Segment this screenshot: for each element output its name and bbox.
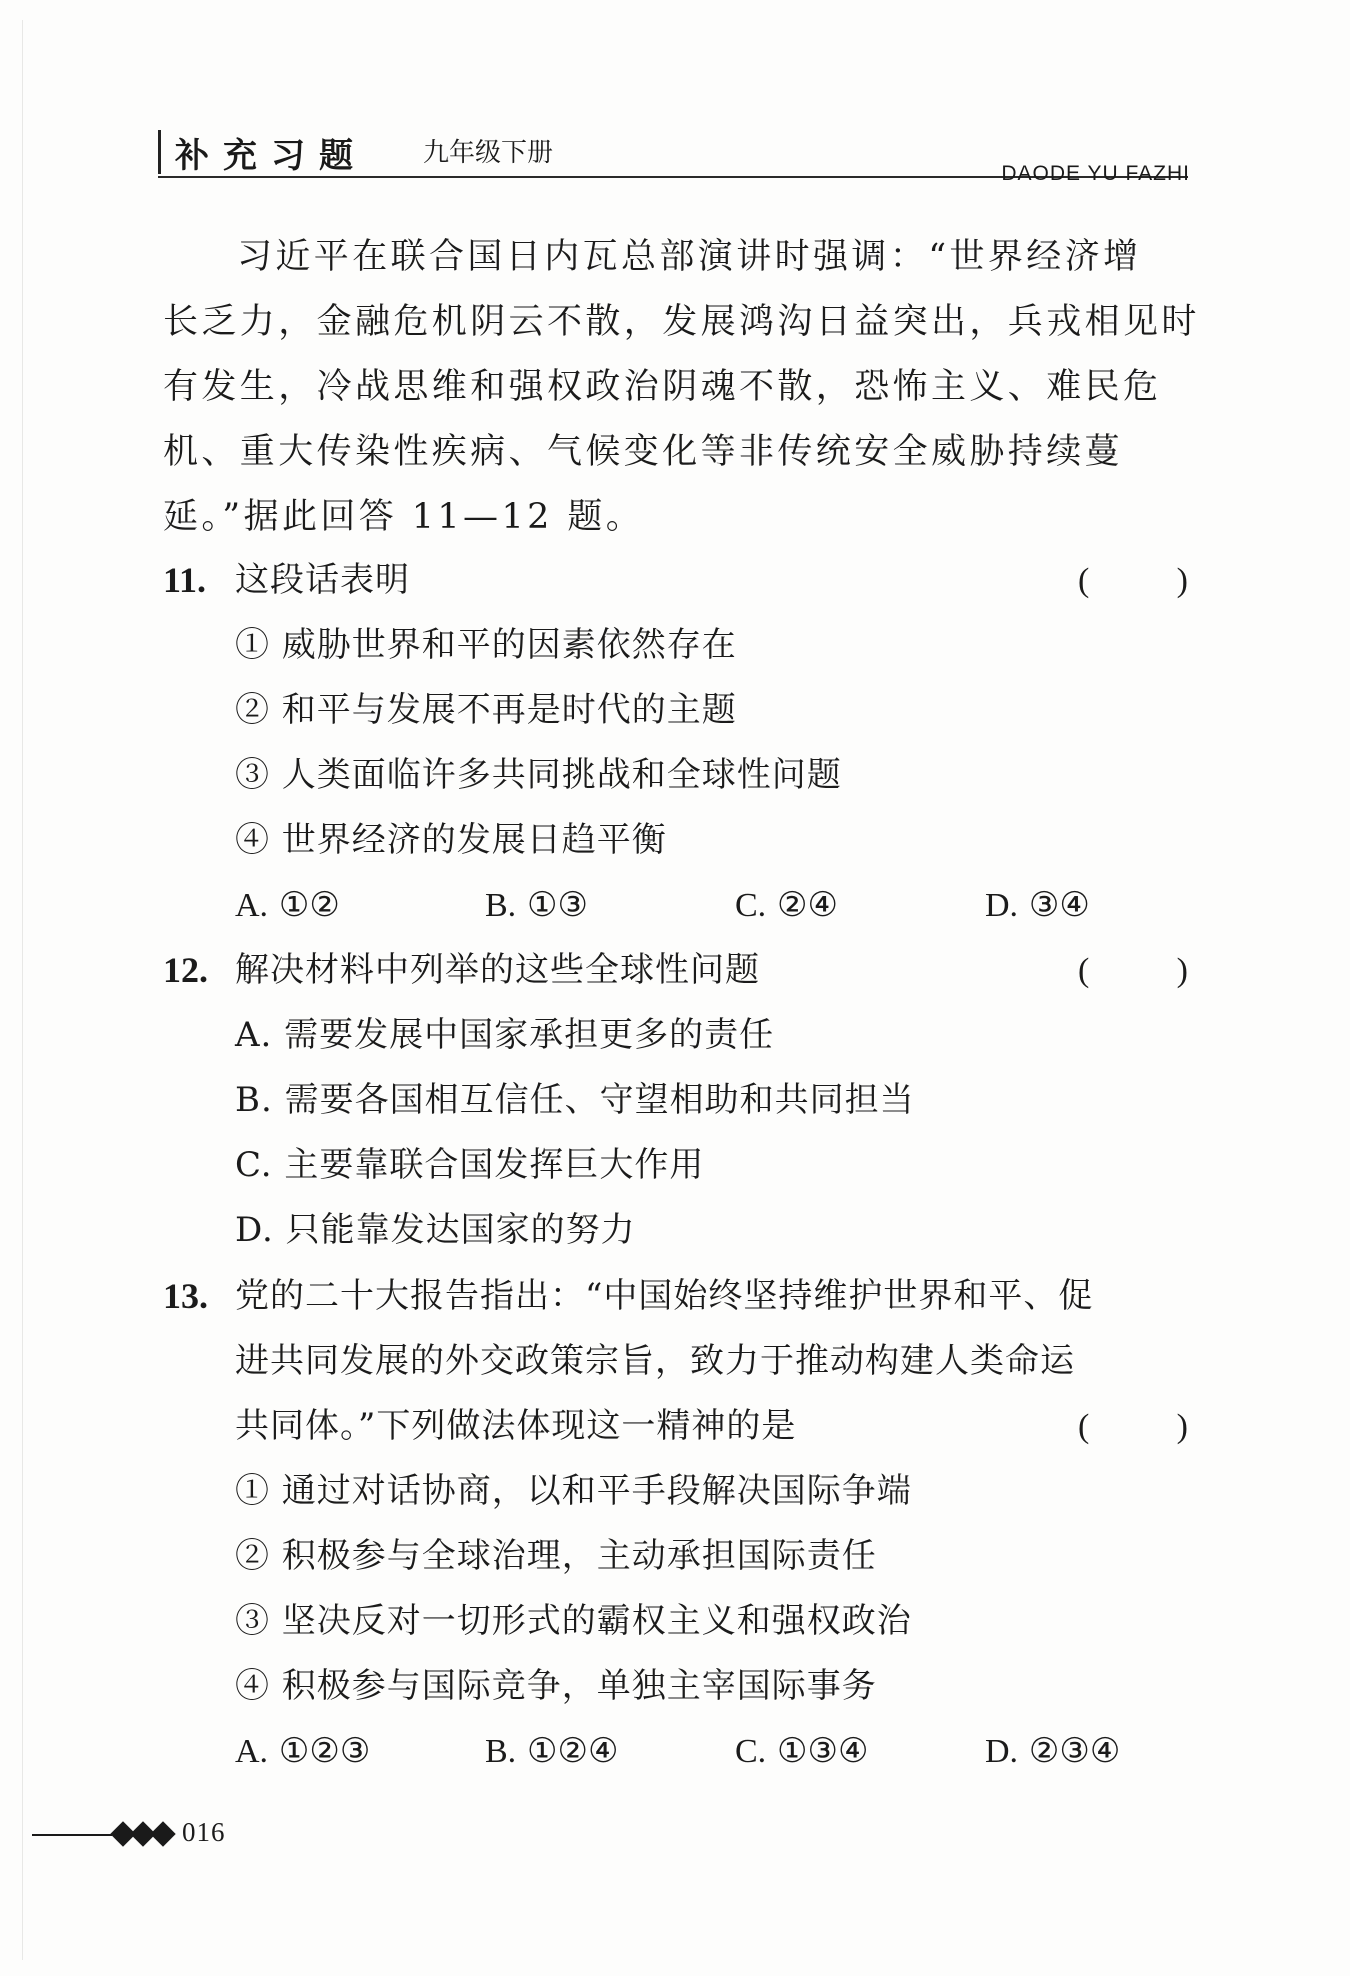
option-item [163,808,1188,873]
choice-c: C. ①③④ [735,1731,869,1771]
series-title: 补充习题 [175,136,367,176]
choice-b: B. ①②④ [485,1731,619,1771]
intro-line: 机、重大传染性疾病、气候变化等非传统安全威胁持续蔓 [163,432,1124,472]
bracket-close: ) [1176,952,1188,989]
option-text: ② 积极参与全球治理，主动承担国际责任 [235,1536,877,1576]
option-text: B. 需要各国相互信任、守望相助和共同担当 [235,1080,915,1120]
question-stem-row [163,1329,1188,1394]
option-item [163,1003,1188,1068]
question-stem: 这段话表明 [235,560,410,600]
option-item [163,1459,1188,1524]
option-text: ③ 坚决反对一切形式的霸权主义和强权政治 [235,1601,912,1641]
option-item [163,1589,1188,1654]
option-text: D. 只能靠发达国家的努力 [235,1210,636,1250]
choices-row [163,873,1188,938]
answer-bracket[interactable] [1078,938,1188,1003]
question-stem: 党的二十大报告指出：“中国始终坚持维护世界和平、促 [235,1276,1094,1316]
option-item [163,1068,1188,1133]
option-item [163,1133,1188,1198]
question-11 [163,548,1188,938]
subject-pinyin: DAODE YU FAZHI [1001,162,1190,185]
question-stem: 解决材料中列举的这些全球性问题 [235,950,760,990]
question-stem: 共同体。”下列做法体现这一精神的是 [235,1406,797,1446]
question-12 [163,938,1188,1263]
diamond-icon [150,1821,175,1846]
bracket-close: ) [1176,562,1188,599]
bracket-open: ( [1078,952,1090,989]
option-item [163,1198,1188,1263]
question-stem: 进共同发展的外交政策宗旨，致力于推动构建人类命运 [235,1341,1075,1381]
choices-row [163,1719,1188,1784]
question-13 [163,1264,1188,1784]
grade-label: 九年级下册 [423,138,554,168]
answer-bracket[interactable] [1078,1394,1188,1459]
intro-line: 延。”据此回答 11—12 题。 [163,497,645,537]
choice-c: C. ②④ [735,885,838,925]
option-item [163,743,1188,808]
page-footer [32,1815,332,1855]
intro-line: 长乏力，金融危机阴云不散，发展鸿沟日益突出，兵戎相见时 [163,302,1200,342]
header-bar [158,130,161,174]
intro-line: 习近平在联合国日内瓦总部演讲时强调：“世界经济增 [237,237,1142,277]
choice-b: B. ①③ [485,885,588,925]
option-text: A. 需要发展中国家承担更多的责任 [235,1015,775,1055]
question-stem-row [163,1264,1188,1329]
option-item [163,613,1188,678]
footer-rule [32,1834,112,1836]
choice-a: A. ①② [235,885,340,925]
option-item [163,678,1188,743]
choice-a: A. ①②③ [235,1731,371,1771]
option-text: ① 威胁世界和平的因素依然存在 [235,625,737,665]
bracket-open: ( [1078,562,1090,599]
answer-bracket[interactable] [1078,548,1188,613]
question-stem-row [163,938,1188,1003]
choice-d: D. ③④ [985,885,1090,925]
question-stem-row [163,1394,1188,1459]
option-text: ④ 世界经济的发展日趋平衡 [235,820,667,860]
bracket-open: ( [1078,1408,1090,1445]
intro-line: 有发生，冷战思维和强权政治阴魂不散，恐怖主义、难民危 [163,367,1162,407]
option-item [163,1524,1188,1589]
option-item [163,1654,1188,1719]
choice-d: D. ②③④ [985,1731,1121,1771]
option-text: ② 和平与发展不再是时代的主题 [235,690,737,730]
page-number: 016 [182,1817,226,1847]
intro-passage [163,225,1200,550]
question-number: 11. [163,560,207,600]
bracket-close: ) [1176,1408,1188,1445]
option-text: ④ 积极参与国际竞争，单独主宰国际事务 [235,1666,877,1706]
option-text: C. 主要靠联合国发挥巨大作用 [235,1145,705,1185]
option-text: ① 通过对话协商，以和平手段解决国际争端 [235,1471,912,1511]
question-number: 13. [163,1276,208,1316]
option-text: ③ 人类面临许多共同挑战和全球性问题 [235,755,842,795]
question-number: 12. [163,950,208,990]
question-stem-row [163,548,1188,613]
